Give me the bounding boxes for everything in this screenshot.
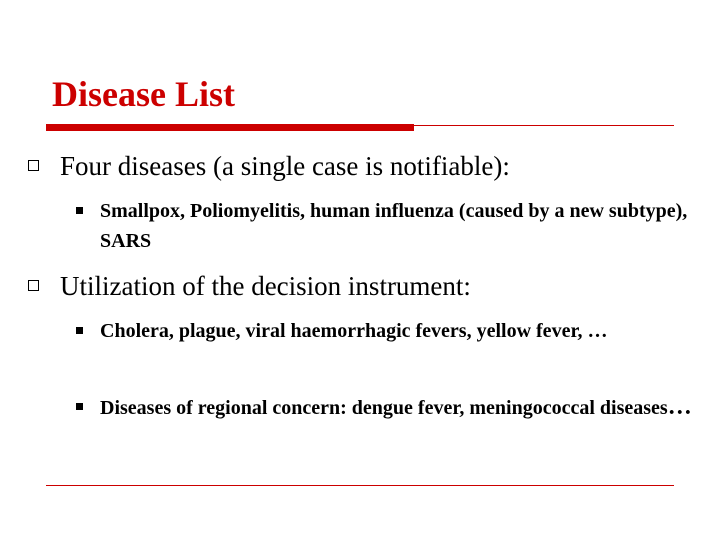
bottom-rule: [46, 485, 674, 486]
hollow-square-bullet-icon: [28, 280, 39, 291]
subbullet-text-wrap: [100, 392, 710, 423]
hollow-square-bullet-icon: [28, 160, 39, 171]
bullet-text: Utilization of the decision instrument:: [60, 271, 471, 301]
subbullet-text: Smallpox, Poliomyelitis, human influenza (caused by a new subtype), SARS: [100, 200, 688, 252]
filled-square-bullet-icon: [76, 207, 83, 214]
subbullet-text: Diseases of regional concern: dengue fever, meningococcal diseases: [100, 397, 668, 419]
title-underline-thin: [414, 125, 674, 126]
subbullet-text: Cholera, plague, viral haemorrhagic fevers, yellow fever, …: [100, 320, 608, 342]
slide-title: Disease List: [52, 74, 235, 114]
title-underline-thick: [46, 124, 414, 131]
ellipsis: …: [667, 394, 692, 420]
bullet-text: Four diseases (a single case is notifiable):: [60, 151, 510, 181]
filled-square-bullet-icon: [76, 403, 83, 410]
filled-square-bullet-icon: [76, 327, 83, 334]
